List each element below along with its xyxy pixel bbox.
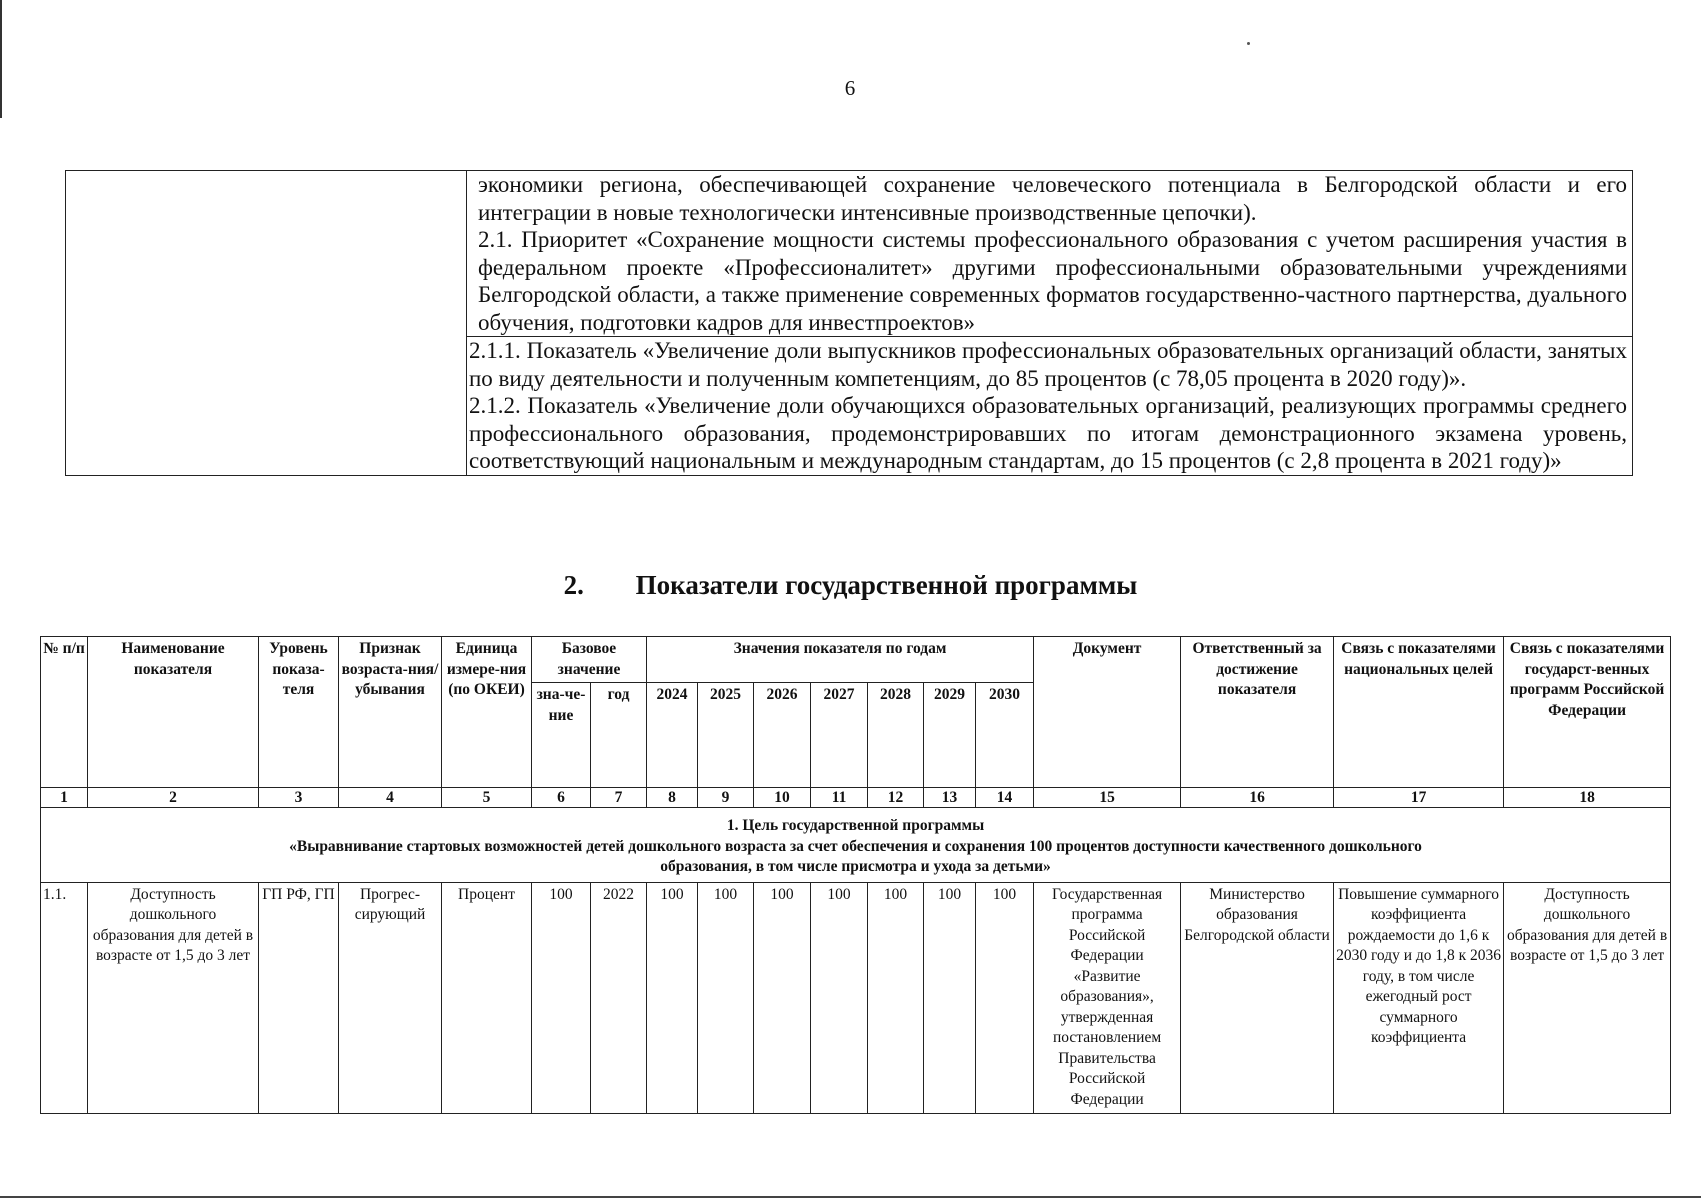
col-number: 4 — [339, 788, 442, 808]
row-value-2027: 100 — [811, 882, 868, 1113]
th-level: Уровень показа-теля — [259, 637, 339, 788]
intro-empty-cell — [66, 171, 467, 476]
row-no: 1.1. — [41, 882, 88, 1113]
intro-indicators-cell — [467, 337, 1633, 476]
col-number: 1 — [41, 788, 88, 808]
th-base-value: зна-че-ние — [532, 683, 591, 788]
col-number: 15 — [1034, 788, 1181, 808]
th-responsible: Ответственный за достижение показателя — [1181, 637, 1334, 788]
th-unit: Единица измере-ния (по ОКЕИ) — [442, 637, 532, 788]
th-no: № п/п — [41, 637, 88, 788]
th-years-group: Значения показателя по годам — [647, 637, 1034, 683]
row-base-year: 2022 — [591, 882, 647, 1113]
goal-heading: 1. Цель государственной программы — [726, 817, 985, 834]
col-number: 6 — [532, 788, 591, 808]
goal-text: «Выравнивание стартовых возможностей детей дошкольного возраста за счет обеспечения и сохранения 100 процентов доступности качественного дошкольного образования, в том числе присмотра и ухода за детьми» — [289, 837, 1422, 875]
scan-dot — [1247, 42, 1250, 45]
row-responsible: Министерство образования Белгородской области — [1181, 882, 1334, 1113]
col-number: 7 — [591, 788, 647, 808]
row-value-2024: 100 — [647, 882, 698, 1113]
row-national-goals: Повышение суммарного коэффициента рождаемости до 1,6 к 2030 году и до 1,8 к 2036 году, в том числе ежегодный рост суммарного коэффициента — [1334, 882, 1504, 1113]
page-number: 6 — [844, 76, 856, 100]
row-base-value: 100 — [532, 882, 591, 1113]
col-number: 13 — [924, 788, 976, 808]
intro-text-2: 2.1. Приоритет «Сохранение мощности системы профессионального образования с учетом расширения участия в федеральном проекте «Профессионалитет» другими профессиональными образовательными учреждениями Белгородской области, а также применение современных форматов государственно-частного партнерства, дуального обучения, подготовки кадров для инвестпроектов» — [478, 227, 1627, 335]
row-name: Доступность дошкольного образования для детей в возрасте от 1,5 до 3 лет — [88, 882, 259, 1113]
th-year-2027: 2027 — [811, 683, 868, 788]
section-title: Показатели государственной программы — [635, 570, 1138, 600]
col-number: 18 — [1504, 788, 1671, 808]
col-number: 10 — [754, 788, 811, 808]
intro-text-4: 2.1.2. Показатель «Увеличение доли обучающихся образовательных организаций, реализующих программы среднего профессионального образования, продемонстрировавших по итогам демонстрационного экзамена уровень, соответствующий национальным и международным стандартам, до 15 процентов (с 2,8 процента в 2021 году)» — [469, 393, 1627, 473]
goal-row — [41, 808, 1671, 883]
th-base: Базовое значение — [532, 637, 647, 683]
col-number: 12 — [868, 788, 924, 808]
section-number: 2. — [563, 570, 584, 600]
row-value-2026: 100 — [754, 882, 811, 1113]
row-value-2028: 100 — [868, 882, 924, 1113]
row-trend: Прогрес-сирующий — [339, 882, 442, 1113]
row-value-2030: 100 — [976, 882, 1034, 1113]
row-unit: Процент — [442, 882, 532, 1113]
scan-bottom-edge — [0, 1196, 1701, 1198]
intro-priority-cell — [467, 171, 1633, 337]
row-value-2029: 100 — [924, 882, 976, 1113]
row-document: Государственная программа Российской Федерации «Развитие образования», утвержденная постановлением Правительства Российской Федерации — [1034, 882, 1181, 1113]
goal-cell — [41, 808, 1671, 883]
row-state-programs: Доступность дошкольного образования для детей в возрасте от 1,5 до 3 лет — [1504, 882, 1671, 1113]
row-value-2025: 100 — [698, 882, 754, 1113]
th-base-year: год — [591, 683, 647, 788]
row-level: ГП РФ, ГП — [259, 882, 339, 1113]
th-year-2025: 2025 — [698, 683, 754, 788]
col-number: 16 — [1181, 788, 1334, 808]
th-year-2029: 2029 — [924, 683, 976, 788]
th-name: Наименование показателя — [88, 637, 259, 788]
th-year-2024: 2024 — [647, 683, 698, 788]
th-year-2028: 2028 — [868, 683, 924, 788]
th-document: Документ — [1034, 637, 1181, 788]
th-trend: Признак возраста-ния/ убывания — [339, 637, 442, 788]
indicators-table — [40, 636, 1671, 1114]
th-state-programs: Связь с показателями государст-венных программ Российской Федерации — [1504, 637, 1671, 788]
th-national-goals: Связь с показателями национальных целей — [1334, 637, 1504, 788]
col-number: 5 — [442, 788, 532, 808]
intro-text-3: 2.1.1. Показатель «Увеличение доли выпускников профессиональных образовательных организаций области, занятых по виду деятельности и полученным компетенциям, до 85 процентов (с 78,05 процента в 2020 году)». — [469, 338, 1627, 391]
col-number: 17 — [1334, 788, 1504, 808]
section-heading — [0, 570, 1701, 601]
col-number: 3 — [259, 788, 339, 808]
th-year-2026: 2026 — [754, 683, 811, 788]
intro-table — [65, 170, 1633, 476]
col-number: 8 — [647, 788, 698, 808]
column-number-row — [41, 788, 1671, 808]
table-row — [41, 882, 1671, 1113]
col-number: 14 — [976, 788, 1034, 808]
intro-text-1: экономики региона, обеспечивающей сохранение человеческого потенциала в Белгородской области и его интеграции в новые технологически интенсивные производственные цепочки). — [478, 172, 1627, 225]
col-number: 11 — [811, 788, 868, 808]
col-number: 9 — [698, 788, 754, 808]
col-number: 2 — [88, 788, 259, 808]
th-year-2030: 2030 — [976, 683, 1034, 788]
scan-left-edge — [0, 0, 2, 118]
